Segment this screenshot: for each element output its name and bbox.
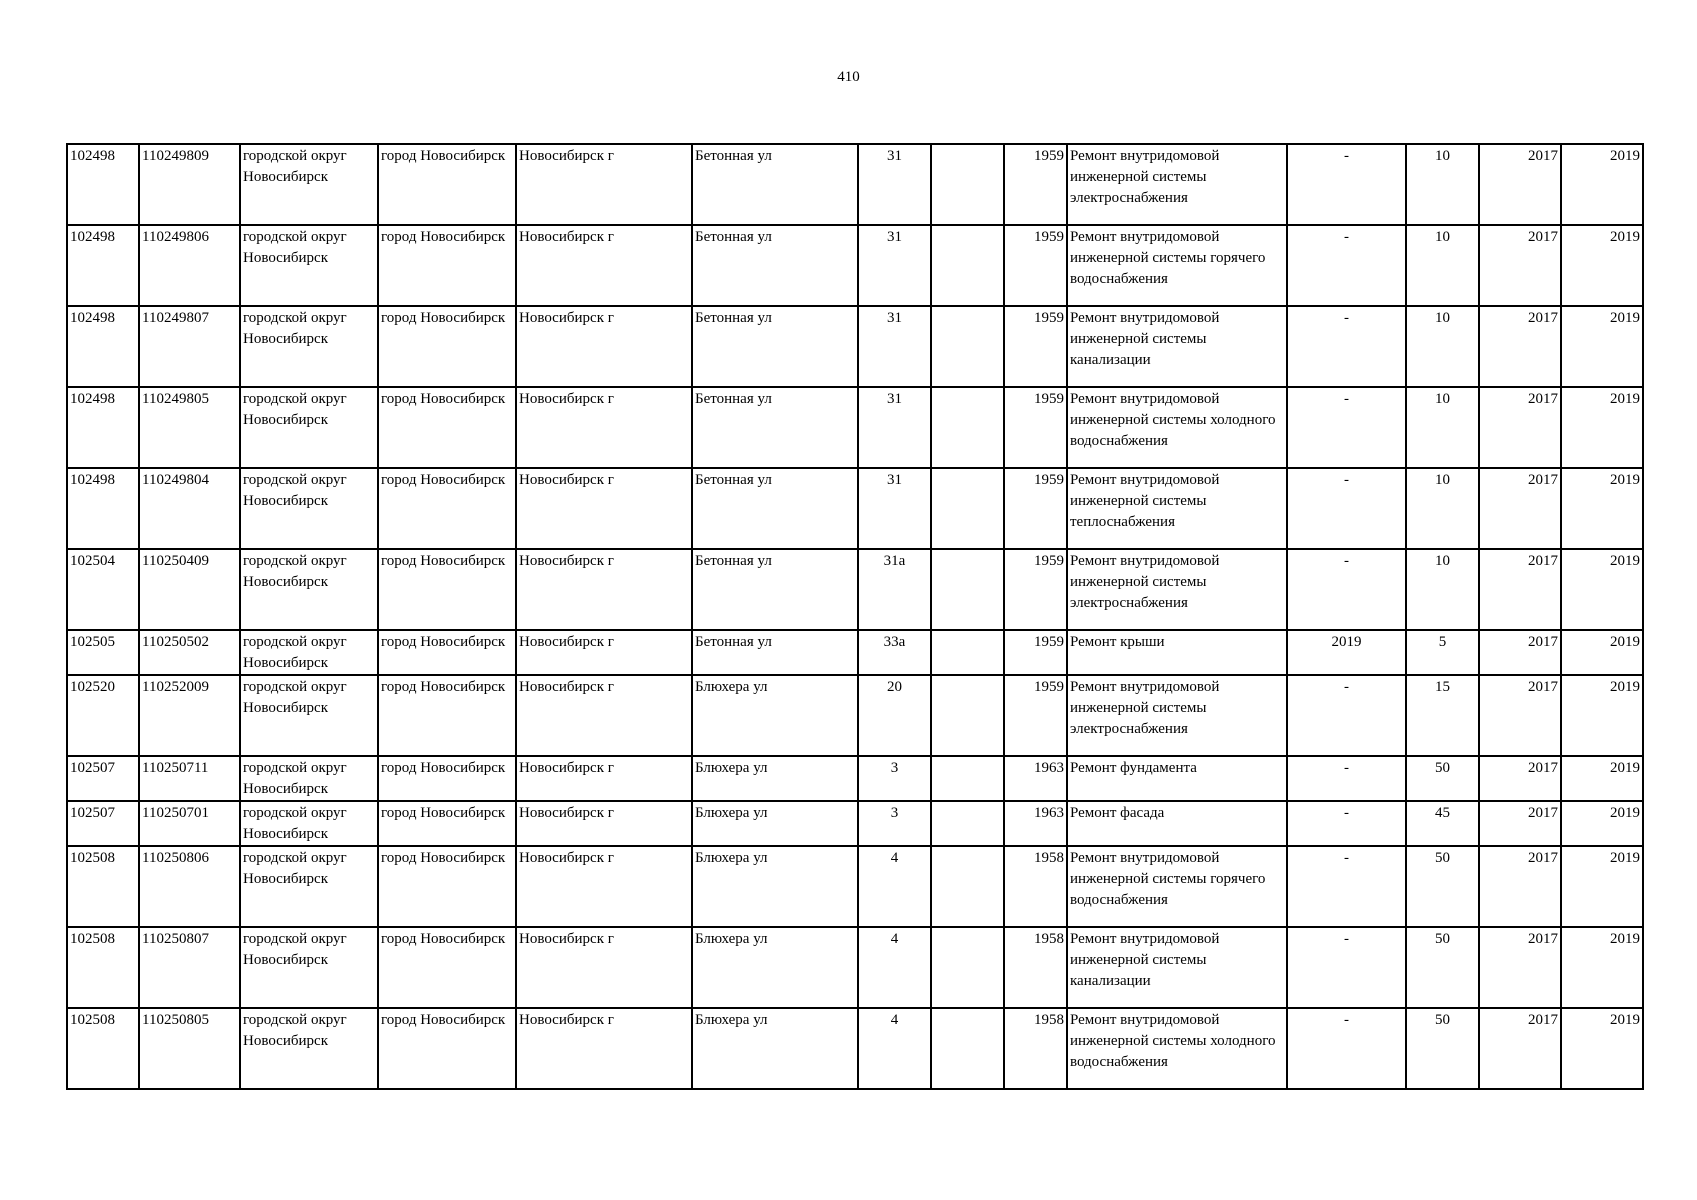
house-number-cell: 4 bbox=[858, 927, 931, 1008]
start-year-cell: 2017 bbox=[1479, 1008, 1561, 1089]
municipality-cell: городской округ Новосибирск bbox=[240, 468, 378, 549]
element-id-cell: 110250701 bbox=[139, 801, 240, 846]
work-type-cell: Ремонт фасада bbox=[1067, 801, 1287, 846]
last-repair-year-cell: - bbox=[1287, 1008, 1406, 1089]
settlement-cell: город Новосибирск bbox=[378, 630, 516, 675]
wear-percent-cell: 50 bbox=[1406, 1008, 1479, 1089]
municipality-cell: городской округ Новосибирск bbox=[240, 846, 378, 927]
locality-cell: Новосибирск г bbox=[516, 225, 692, 306]
house-number-cell: 31 bbox=[858, 225, 931, 306]
building-cell bbox=[931, 801, 1004, 846]
wear-percent-cell: 10 bbox=[1406, 549, 1479, 630]
street-cell: Бетонная ул bbox=[692, 387, 858, 468]
street-cell: Блюхера ул bbox=[692, 846, 858, 927]
work-type-cell: Ремонт внутридомовой инженерной системы горячего водоснабжения bbox=[1067, 225, 1287, 306]
record-id-cell: 102498 bbox=[67, 225, 139, 306]
work-type-cell: Ремонт внутридомовой инженерной системы электроснабжения bbox=[1067, 549, 1287, 630]
record-id-cell: 102508 bbox=[67, 927, 139, 1008]
building-cell bbox=[931, 387, 1004, 468]
table-row bbox=[67, 801, 1643, 846]
year-built-cell: 1959 bbox=[1004, 549, 1067, 630]
element-id-cell: 110250711 bbox=[139, 756, 240, 801]
street-cell: Бетонная ул bbox=[692, 306, 858, 387]
street-cell: Блюхера ул bbox=[692, 1008, 858, 1089]
year-built-cell: 1959 bbox=[1004, 144, 1067, 225]
year-built-cell: 1958 bbox=[1004, 846, 1067, 927]
start-year-cell: 2017 bbox=[1479, 144, 1561, 225]
house-number-cell: 20 bbox=[858, 675, 931, 756]
work-type-cell: Ремонт внутридомовой инженерной системы холодного водоснабжения bbox=[1067, 1008, 1287, 1089]
start-year-cell: 2017 bbox=[1479, 387, 1561, 468]
wear-percent-cell: 50 bbox=[1406, 756, 1479, 801]
wear-percent-cell: 10 bbox=[1406, 144, 1479, 225]
locality-cell: Новосибирск г bbox=[516, 549, 692, 630]
repair-register-table bbox=[66, 143, 1644, 1090]
end-year-cell: 2019 bbox=[1561, 846, 1643, 927]
wear-percent-cell: 15 bbox=[1406, 675, 1479, 756]
year-built-cell: 1963 bbox=[1004, 756, 1067, 801]
element-id-cell: 110250805 bbox=[139, 1008, 240, 1089]
end-year-cell: 2019 bbox=[1561, 549, 1643, 630]
street-cell: Блюхера ул bbox=[692, 801, 858, 846]
last-repair-year-cell: - bbox=[1287, 675, 1406, 756]
locality-cell: Новосибирск г bbox=[516, 144, 692, 225]
start-year-cell: 2017 bbox=[1479, 630, 1561, 675]
building-cell bbox=[931, 630, 1004, 675]
record-id-cell: 102498 bbox=[67, 306, 139, 387]
municipality-cell: городской округ Новосибирск bbox=[240, 1008, 378, 1089]
last-repair-year-cell: - bbox=[1287, 846, 1406, 927]
locality-cell: Новосибирск г bbox=[516, 801, 692, 846]
last-repair-year-cell: - bbox=[1287, 306, 1406, 387]
year-built-cell: 1963 bbox=[1004, 801, 1067, 846]
table-row bbox=[67, 387, 1643, 468]
table-row bbox=[67, 468, 1643, 549]
record-id-cell: 102507 bbox=[67, 801, 139, 846]
element-id-cell: 110250409 bbox=[139, 549, 240, 630]
page-number: 410 bbox=[837, 69, 860, 85]
settlement-cell: город Новосибирск bbox=[378, 801, 516, 846]
start-year-cell: 2017 bbox=[1479, 801, 1561, 846]
municipality-cell: городской округ Новосибирск bbox=[240, 549, 378, 630]
record-id-cell: 102498 bbox=[67, 144, 139, 225]
record-id-cell: 102508 bbox=[67, 846, 139, 927]
municipality-cell: городской округ Новосибирск bbox=[240, 225, 378, 306]
last-repair-year-cell: - bbox=[1287, 549, 1406, 630]
work-type-cell: Ремонт внутридомовой инженерной системы канализации bbox=[1067, 927, 1287, 1008]
table-row bbox=[67, 1008, 1643, 1089]
wear-percent-cell: 10 bbox=[1406, 468, 1479, 549]
end-year-cell: 2019 bbox=[1561, 630, 1643, 675]
municipality-cell: городской округ Новосибирск bbox=[240, 675, 378, 756]
municipality-cell: городской округ Новосибирск bbox=[240, 144, 378, 225]
settlement-cell: город Новосибирск bbox=[378, 387, 516, 468]
last-repair-year-cell: 2019 bbox=[1287, 630, 1406, 675]
element-id-cell: 110249805 bbox=[139, 387, 240, 468]
locality-cell: Новосибирск г bbox=[516, 756, 692, 801]
element-id-cell: 110249804 bbox=[139, 468, 240, 549]
settlement-cell: город Новосибирск bbox=[378, 225, 516, 306]
settlement-cell: город Новосибирск bbox=[378, 144, 516, 225]
work-type-cell: Ремонт внутридомовой инженерной системы электроснабжения bbox=[1067, 144, 1287, 225]
settlement-cell: город Новосибирск bbox=[378, 675, 516, 756]
record-id-cell: 102505 bbox=[67, 630, 139, 675]
end-year-cell: 2019 bbox=[1561, 927, 1643, 1008]
building-cell bbox=[931, 927, 1004, 1008]
house-number-cell: 31 bbox=[858, 468, 931, 549]
end-year-cell: 2019 bbox=[1561, 1008, 1643, 1089]
building-cell bbox=[931, 675, 1004, 756]
locality-cell: Новосибирск г bbox=[516, 846, 692, 927]
street-cell: Блюхера ул bbox=[692, 927, 858, 1008]
work-type-cell: Ремонт внутридомовой инженерной системы канализации bbox=[1067, 306, 1287, 387]
element-id-cell: 110249807 bbox=[139, 306, 240, 387]
record-id-cell: 102498 bbox=[67, 468, 139, 549]
end-year-cell: 2019 bbox=[1561, 468, 1643, 549]
street-cell: Бетонная ул bbox=[692, 468, 858, 549]
element-id-cell: 110249809 bbox=[139, 144, 240, 225]
house-number-cell: 33а bbox=[858, 630, 931, 675]
street-cell: Блюхера ул bbox=[692, 756, 858, 801]
start-year-cell: 2017 bbox=[1479, 927, 1561, 1008]
building-cell bbox=[931, 306, 1004, 387]
year-built-cell: 1958 bbox=[1004, 1008, 1067, 1089]
settlement-cell: город Новосибирск bbox=[378, 756, 516, 801]
table-row bbox=[67, 675, 1643, 756]
element-id-cell: 110250807 bbox=[139, 927, 240, 1008]
end-year-cell: 2019 bbox=[1561, 306, 1643, 387]
building-cell bbox=[931, 468, 1004, 549]
work-type-cell: Ремонт внутридомовой инженерной системы горячего водоснабжения bbox=[1067, 846, 1287, 927]
building-cell bbox=[931, 225, 1004, 306]
house-number-cell: 31 bbox=[858, 144, 931, 225]
table-body bbox=[67, 144, 1643, 1089]
end-year-cell: 2019 bbox=[1561, 387, 1643, 468]
work-type-cell: Ремонт фундамента bbox=[1067, 756, 1287, 801]
work-type-cell: Ремонт внутридомовой инженерной системы холодного водоснабжения bbox=[1067, 387, 1287, 468]
wear-percent-cell: 50 bbox=[1406, 927, 1479, 1008]
start-year-cell: 2017 bbox=[1479, 846, 1561, 927]
street-cell: Бетонная ул bbox=[692, 630, 858, 675]
locality-cell: Новосибирск г bbox=[516, 675, 692, 756]
work-type-cell: Ремонт внутридомовой инженерной системы электроснабжения bbox=[1067, 675, 1287, 756]
year-built-cell: 1959 bbox=[1004, 675, 1067, 756]
building-cell bbox=[931, 1008, 1004, 1089]
wear-percent-cell: 50 bbox=[1406, 846, 1479, 927]
municipality-cell: городской округ Новосибирск bbox=[240, 756, 378, 801]
last-repair-year-cell: - bbox=[1287, 387, 1406, 468]
start-year-cell: 2017 bbox=[1479, 756, 1561, 801]
street-cell: Блюхера ул bbox=[692, 675, 858, 756]
locality-cell: Новосибирск г bbox=[516, 1008, 692, 1089]
last-repair-year-cell: - bbox=[1287, 225, 1406, 306]
end-year-cell: 2019 bbox=[1561, 225, 1643, 306]
building-cell bbox=[931, 549, 1004, 630]
house-number-cell: 31 bbox=[858, 387, 931, 468]
record-id-cell: 102520 bbox=[67, 675, 139, 756]
year-built-cell: 1959 bbox=[1004, 630, 1067, 675]
settlement-cell: город Новосибирск bbox=[378, 1008, 516, 1089]
settlement-cell: город Новосибирск bbox=[378, 306, 516, 387]
table-row bbox=[67, 225, 1643, 306]
house-number-cell: 4 bbox=[858, 1008, 931, 1089]
year-built-cell: 1959 bbox=[1004, 387, 1067, 468]
settlement-cell: город Новосибирск bbox=[378, 549, 516, 630]
record-id-cell: 102498 bbox=[67, 387, 139, 468]
wear-percent-cell: 10 bbox=[1406, 306, 1479, 387]
municipality-cell: городской округ Новосибирск bbox=[240, 306, 378, 387]
building-cell bbox=[931, 144, 1004, 225]
locality-cell: Новосибирск г bbox=[516, 468, 692, 549]
house-number-cell: 31 bbox=[858, 306, 931, 387]
wear-percent-cell: 10 bbox=[1406, 387, 1479, 468]
year-built-cell: 1958 bbox=[1004, 927, 1067, 1008]
house-number-cell: 31а bbox=[858, 549, 931, 630]
table-row bbox=[67, 306, 1643, 387]
start-year-cell: 2017 bbox=[1479, 549, 1561, 630]
element-id-cell: 110250502 bbox=[139, 630, 240, 675]
work-type-cell: Ремонт крыши bbox=[1067, 630, 1287, 675]
last-repair-year-cell: - bbox=[1287, 144, 1406, 225]
settlement-cell: город Новосибирск bbox=[378, 846, 516, 927]
street-cell: Бетонная ул bbox=[692, 225, 858, 306]
table-row bbox=[67, 144, 1643, 225]
wear-percent-cell: 45 bbox=[1406, 801, 1479, 846]
element-id-cell: 110249806 bbox=[139, 225, 240, 306]
locality-cell: Новосибирск г bbox=[516, 630, 692, 675]
year-built-cell: 1959 bbox=[1004, 306, 1067, 387]
municipality-cell: городской округ Новосибирск bbox=[240, 387, 378, 468]
settlement-cell: город Новосибирск bbox=[378, 927, 516, 1008]
record-id-cell: 102507 bbox=[67, 756, 139, 801]
settlement-cell: город Новосибирск bbox=[378, 468, 516, 549]
building-cell bbox=[931, 846, 1004, 927]
building-cell bbox=[931, 756, 1004, 801]
table-row bbox=[67, 756, 1643, 801]
table-row bbox=[67, 846, 1643, 927]
element-id-cell: 110250806 bbox=[139, 846, 240, 927]
record-id-cell: 102508 bbox=[67, 1008, 139, 1089]
street-cell: Бетонная ул bbox=[692, 144, 858, 225]
house-number-cell: 3 bbox=[858, 756, 931, 801]
end-year-cell: 2019 bbox=[1561, 756, 1643, 801]
street-cell: Бетонная ул bbox=[692, 549, 858, 630]
start-year-cell: 2017 bbox=[1479, 675, 1561, 756]
start-year-cell: 2017 bbox=[1479, 306, 1561, 387]
end-year-cell: 2019 bbox=[1561, 144, 1643, 225]
table-row bbox=[67, 630, 1643, 675]
municipality-cell: городской округ Новосибирск bbox=[240, 801, 378, 846]
end-year-cell: 2019 bbox=[1561, 675, 1643, 756]
house-number-cell: 3 bbox=[858, 801, 931, 846]
record-id-cell: 102504 bbox=[67, 549, 139, 630]
year-built-cell: 1959 bbox=[1004, 468, 1067, 549]
locality-cell: Новосибирск г bbox=[516, 306, 692, 387]
wear-percent-cell: 10 bbox=[1406, 225, 1479, 306]
start-year-cell: 2017 bbox=[1479, 468, 1561, 549]
locality-cell: Новосибирск г bbox=[516, 387, 692, 468]
end-year-cell: 2019 bbox=[1561, 801, 1643, 846]
start-year-cell: 2017 bbox=[1479, 225, 1561, 306]
table-row bbox=[67, 549, 1643, 630]
wear-percent-cell: 5 bbox=[1406, 630, 1479, 675]
last-repair-year-cell: - bbox=[1287, 927, 1406, 1008]
element-id-cell: 110252009 bbox=[139, 675, 240, 756]
work-type-cell: Ремонт внутридомовой инженерной системы теплоснабжения bbox=[1067, 468, 1287, 549]
municipality-cell: городской округ Новосибирск bbox=[240, 927, 378, 1008]
last-repair-year-cell: - bbox=[1287, 468, 1406, 549]
last-repair-year-cell: - bbox=[1287, 801, 1406, 846]
house-number-cell: 4 bbox=[858, 846, 931, 927]
table-row bbox=[67, 927, 1643, 1008]
last-repair-year-cell: - bbox=[1287, 756, 1406, 801]
municipality-cell: городской округ Новосибирск bbox=[240, 630, 378, 675]
locality-cell: Новосибирск г bbox=[516, 927, 692, 1008]
year-built-cell: 1959 bbox=[1004, 225, 1067, 306]
